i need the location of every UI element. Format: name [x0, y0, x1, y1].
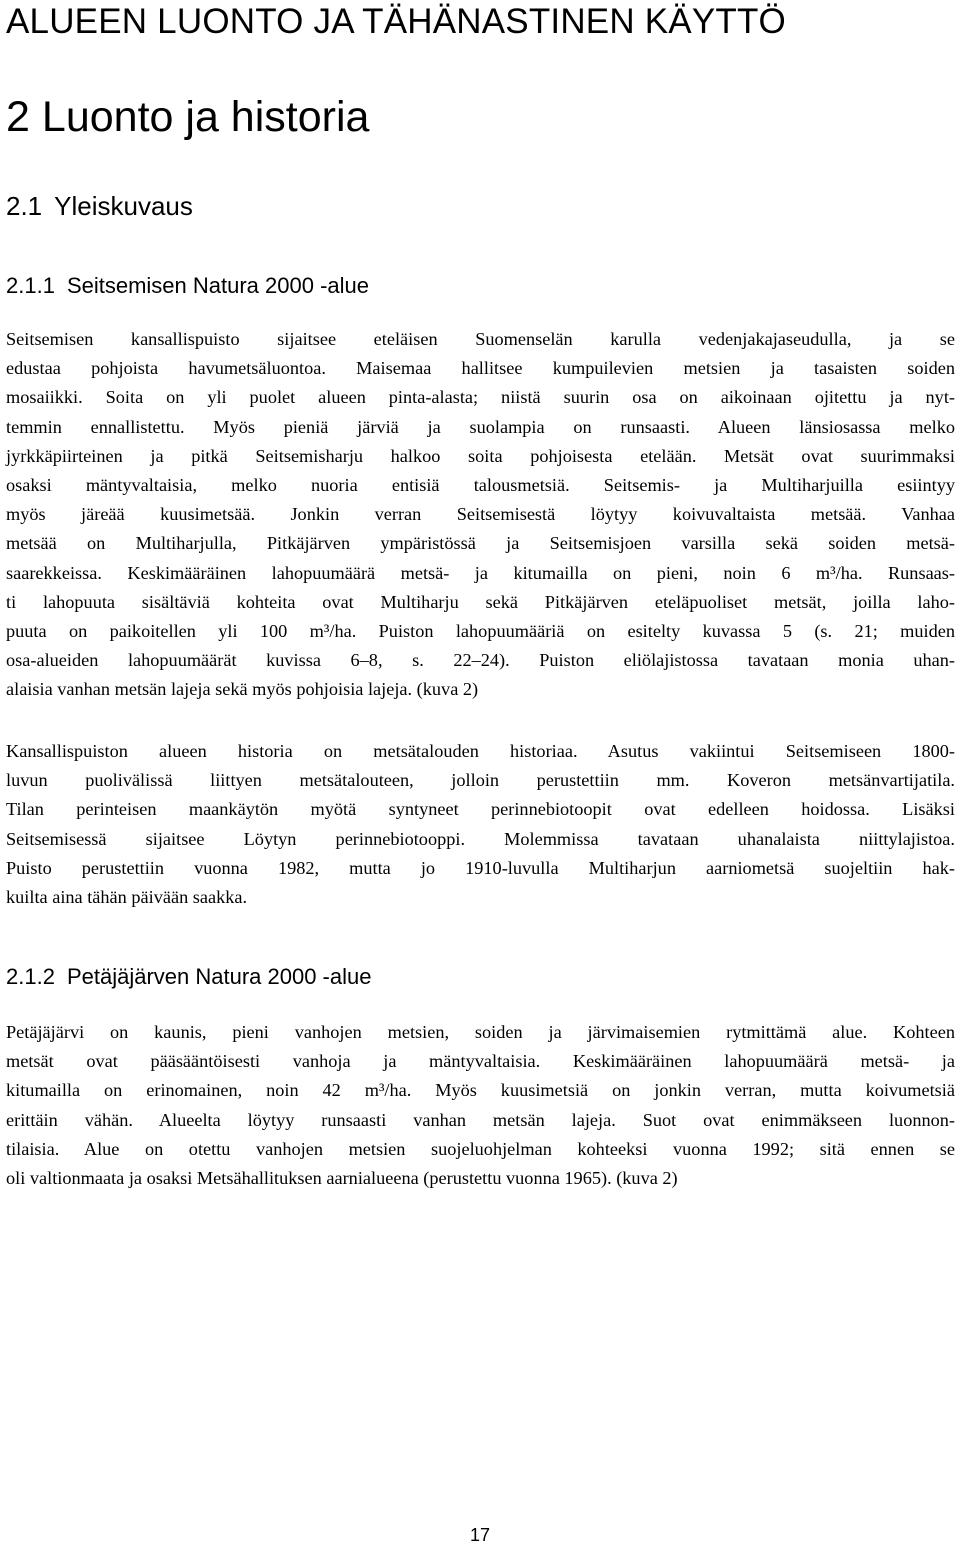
paragraph-line: erittäin vähän. Alueelta löytyy runsaasti vanhan metsän lajeja. Suot ovat enimmäkseen luonnon- — [6, 1109, 955, 1130]
paragraph-line: Seitsemisen kansallispuisto sijaitsee eteläisen Suomenselän karulla vedenjakajaseudulla, ja se — [6, 329, 955, 349]
paragraph-line: oli valtionmaata ja osaksi Metsähallituksen aarnialueena (perustettu vuonna 1965). (kuva 2) — [6, 1167, 678, 1188]
subsection-number: 2.1.2 — [6, 964, 55, 989]
paragraph-line: kuilta aina tähän päivään saakka. — [6, 886, 248, 907]
paragraph-line: Seitsemisessä sijaitsee Löytyn perinnebiotooppi. Molemmissa tavataan uhanalaista niittylajistoa. — [6, 828, 955, 849]
paragraph-line: puuta on paikoitellen yli 100 m³/ha. Puiston lahopuumääriä on esitelty kuvassa 5 (s. 21; muiden — [6, 620, 955, 641]
paragraph-line: Tilan perinteisen maankäytön myötä syntyneet perinnebiotoopit ovat edelleen hoidossa. Lisäksi — [6, 799, 955, 820]
paragraph-line: temmin ennallistettu. Myös pieniä järviä ja suolampia on runsaasti. Alueen länsiosassa melko — [6, 416, 955, 437]
page-number: 17 — [469, 1525, 491, 1545]
subsection-title: Petäjäjärven Natura 2000 -alue — [66, 964, 372, 989]
chapter-number: 2 — [6, 93, 30, 141]
paragraph-line: Kansallispuiston alueen historia on metsätalouden historiaa. Asutus vakiintui Seitsemiseen 1800- — [6, 741, 955, 761]
subsection-number: 2.1.1 — [6, 273, 55, 298]
section-heading — [6, 190, 193, 222]
paragraph-line: osaksi mäntyvaltaisia, melko nuoria entisiä talousmetsiä. Seitsemis- ja Multiharjuilla esiintyy — [6, 474, 955, 495]
paragraph-line: kitumailla on erinomainen, noin 42 m³/ha. Myös kuusimetsiä on jonkin verran, mutta koivumetsiä — [6, 1080, 955, 1101]
paragraph-line: jyrkkäpiirteinen ja pitkä Seitsemisharju halkoo soita pohjoisesta etelään. Metsät ovat suurimmaksi — [6, 445, 955, 466]
subsection-title: Seitsemisen Natura 2000 -alue — [66, 273, 369, 298]
paragraph-petajarvi — [6, 1018, 955, 1193]
subsection-heading-seitseminen — [6, 272, 369, 300]
paragraph-line: saarekkeissa. Keskimääräinen lahopuumäärä metsä- ja kitumailla on pieni, noin 6 m³/ha. Runsaas- — [6, 562, 955, 583]
paragraph-line: tilaisia. Alue on otettu vanhojen metsien suojeluohjelman kohteeksi vuonna 1992; sitä ennen se — [6, 1138, 955, 1159]
paragraph-seitseminen-nature — [6, 325, 955, 704]
paragraph-line: Puisto perustettiin vuonna 1982, mutta jo 1910-luvulla Multiharjun aarniometsä suojeltiin hak- — [6, 857, 955, 878]
paragraph-seitseminen-history — [6, 737, 955, 912]
paragraph-line: luvun puolivälissä liittyen metsätalouteen, jolloin perustettiin mm. Koveron metsänvartijatila. — [6, 770, 955, 791]
paragraph-line: osa-alueiden lahopuumäärät kuvissa 6–8, s. 22–24). Puiston eliölajistossa tavataan monia uhan- — [6, 650, 955, 671]
section-title: Yleiskuvaus — [54, 191, 193, 221]
paragraph-line: Petäjäjärvi on kaunis, pieni vanhojen metsien, soiden ja järvimaisemien rytmittämä alue. Kohteen — [6, 1022, 955, 1042]
chapter-title: Luonto ja historia — [41, 93, 370, 141]
subsection-heading-petajarvi — [6, 963, 371, 991]
running-header: ALUEEN LUONTO JA TÄHÄNASTINEN KÄYTTÖ — [6, 2, 786, 41]
paragraph-line: myös järeää kuusimetsää. Jonkin verran Seitsemisestä löytyy koivuvaltaista metsää. Vanhaa — [6, 504, 955, 525]
section-number: 2.1 — [6, 191, 43, 221]
paragraph-line: metsät ovat pääsääntöisesti vanhoja ja mäntyvaltaisia. Keskimääräinen lahopuumäärä metsä- ja — [6, 1051, 955, 1072]
chapter-heading — [6, 92, 369, 142]
paragraph-line: mosaiikki. Soita on yli puolet alueen pinta-alasta; niistä suurin osa on aikoinaan ojitettu ja nyt- — [6, 387, 955, 408]
paragraph-line: metsää on Multiharjulla, Pitkäjärven ympäristössä ja Seitsemisjoen varsilla sekä soiden metsä- — [6, 533, 955, 554]
paragraph-line: alaisia vanhan metsän lajeja sekä myös pohjoisia lajeja. (kuva 2) — [6, 679, 479, 700]
paragraph-line: edustaa pohjoista havumetsäluontoa. Maisemaa hallitsee kumpuilevien metsien ja tasaisten soiden — [6, 358, 955, 379]
paragraph-line: ti lahopuuta sisältäviä kohteita ovat Multiharju sekä Pitkäjärven eteläpuoliset metsät, joilla laho- — [6, 591, 955, 612]
